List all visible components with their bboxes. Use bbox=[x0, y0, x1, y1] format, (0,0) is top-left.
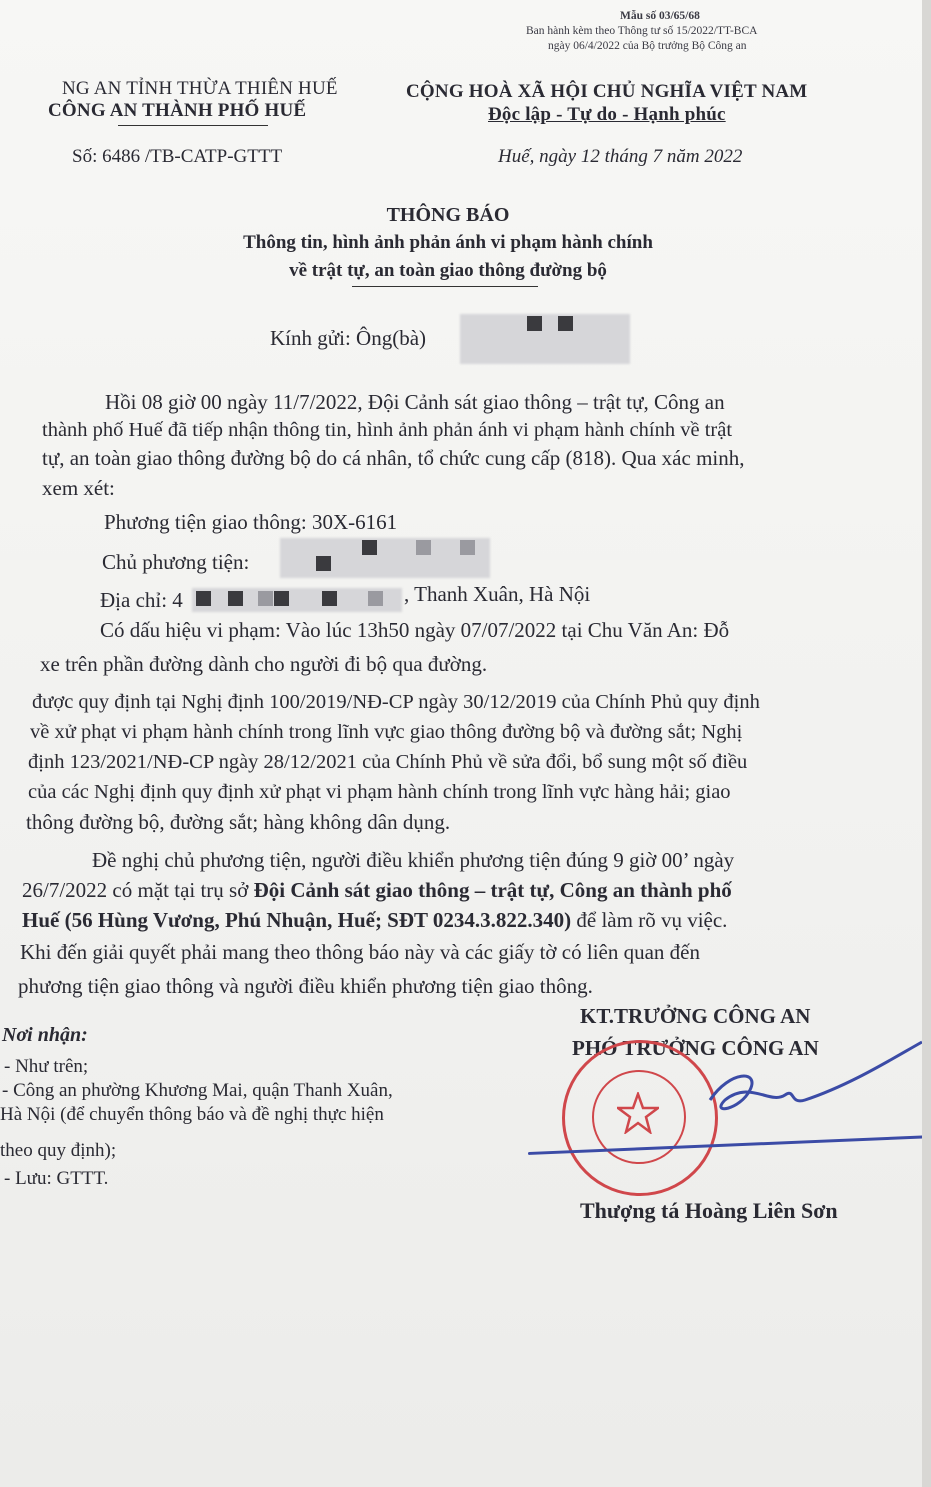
agency-underline bbox=[118, 125, 268, 126]
recipient-item-4: theo quy định); bbox=[0, 1140, 117, 1161]
recipient-item-2: - Công an phường Khương Mai, quận Thanh Xuân, bbox=[2, 1080, 393, 1101]
form-issued-line1: Ban hành kèm theo Thông tư số 15/2022/TT-BCA bbox=[526, 25, 758, 37]
stamp-star-icon bbox=[617, 1092, 659, 1134]
request-line2-text: 26/7/2022 có mặt tại trụ sở bbox=[22, 878, 254, 902]
parent-agency: NG AN TỈNH THỪA THIÊN HUẾ bbox=[62, 78, 338, 99]
nation-name: CỘNG HOÀ XÃ HỘI CHỦ NGHĨA VIỆT NAM bbox=[406, 81, 808, 102]
recipient-item-3: Hà Nội (để chuyển thông báo và đề nghị thực hiện bbox=[0, 1104, 384, 1125]
title-underline bbox=[352, 286, 538, 287]
law-line2: về xử phạt vi phạm hành chính trong lĩnh vực giao thông đường bộ và đường sắt; Nghị bbox=[30, 721, 743, 743]
request-line4: Khi đến giải quyết phải mang theo thông báo này và các giấy tờ có liên quan đến bbox=[20, 940, 700, 964]
request-line1: Đề nghị chủ phương tiện, người điều khiển phương tiện đúng 9 giờ 00’ ngày bbox=[92, 848, 735, 872]
document-number: Số: 6486 /TB-CATP-GTTT bbox=[72, 146, 283, 167]
document-date: Huế, ngày 12 tháng 7 năm 2022 bbox=[498, 146, 743, 167]
nation-motto: Độc lập - Tự do - Hạnh phúc bbox=[488, 104, 726, 125]
request-line2 bbox=[22, 876, 732, 905]
law-line3: định 123/2021/NĐ-CP ngày 28/12/2021 của Chính Phủ về sửa đổi, bổ sung một số điều bbox=[28, 751, 748, 773]
vehicle-plate: Phương tiện giao thông: 30X-6161 bbox=[104, 510, 398, 534]
recipient-item-1: - Như trên; bbox=[4, 1056, 89, 1077]
body-p1-line2: thành phố Huế đã tiếp nhận thông tin, hình ảnh phản ánh vi phạm hành chính về trật bbox=[42, 419, 733, 441]
form-code: Mẫu số 03/65/68 bbox=[620, 10, 700, 22]
law-line4: của các Nghị định quy định xử phạt vi phạm hành chính trong lĩnh vực hàng hải; giao bbox=[28, 781, 731, 803]
request-address: Huế (56 Hùng Vương, Phú Nhuận, Huế; SĐT 0234.3.822.340) bbox=[22, 908, 572, 932]
law-line1: được quy định tại Nghị định 100/2019/NĐ-CP ngày 30/12/2019 của Chính Phủ quy định bbox=[32, 691, 760, 713]
request-line5: phương tiện giao thông và người điều khiển phương tiện giao thông. bbox=[18, 974, 593, 998]
body-p1-line3: tự, an toàn giao thông đường bộ do cá nhân, tổ chức cung cấp (818). Qua xác minh, bbox=[42, 446, 745, 470]
recipient-item-5: - Lưu: GTTT. bbox=[4, 1168, 109, 1189]
law-line5: thông đường bộ, đường sắt; hàng không dân dụng. bbox=[26, 810, 451, 834]
signer-name: Thượng tá Hoàng Liên Sơn bbox=[580, 1198, 838, 1223]
document-subtitle-1: Thông tin, hình ảnh phản ánh vi phạm hành chính bbox=[243, 232, 653, 253]
form-issued-line2: ngày 06/4/2022 của Bộ trưởng Bộ Công an bbox=[548, 40, 747, 52]
document-subtitle-2: về trật tự, an toàn giao thông đường bộ bbox=[289, 260, 607, 281]
request-line3 bbox=[22, 906, 727, 935]
signature-title-2: PHÓ TRƯỞNG CÔNG AN bbox=[572, 1036, 819, 1060]
signature-title-1: KT.TRƯỞNG CÔNG AN bbox=[580, 1004, 811, 1028]
owner-label: Chủ phương tiện: bbox=[102, 550, 250, 574]
request-line3-text: để làm rõ vụ việc. bbox=[571, 908, 728, 932]
address-tail: , Thanh Xuân, Hà Nội bbox=[404, 582, 591, 606]
body-p1-line4: xem xét: bbox=[42, 476, 115, 500]
agency-name: CÔNG AN THÀNH PHỐ HUẾ bbox=[48, 100, 307, 121]
recipient-label: Kính gửi: Ông(bà) bbox=[270, 326, 427, 350]
handwritten-signature bbox=[690, 1030, 930, 1130]
document-title: THÔNG BÁO bbox=[386, 204, 510, 226]
page-edge bbox=[922, 0, 931, 1487]
address-label: Địa chỉ: 4 bbox=[100, 588, 183, 612]
violation-line2: xe trên phần đường dành cho người đi bộ qua đường. bbox=[40, 652, 488, 676]
request-unit-name: Đội Cảnh sát giao thông – trật tự, Công an thành phố bbox=[253, 878, 732, 902]
violation-line1: Có dấu hiệu vi phạm: Vào lúc 13h50 ngày 07/07/2022 tại Chu Văn An: Đỗ bbox=[100, 618, 730, 642]
recipients-heading: Nơi nhận: bbox=[2, 1024, 88, 1046]
body-p1-line1: Hồi 08 giờ 00 ngày 11/7/2022, Đội Cảnh sát giao thông – trật tự, Công an bbox=[105, 390, 725, 414]
